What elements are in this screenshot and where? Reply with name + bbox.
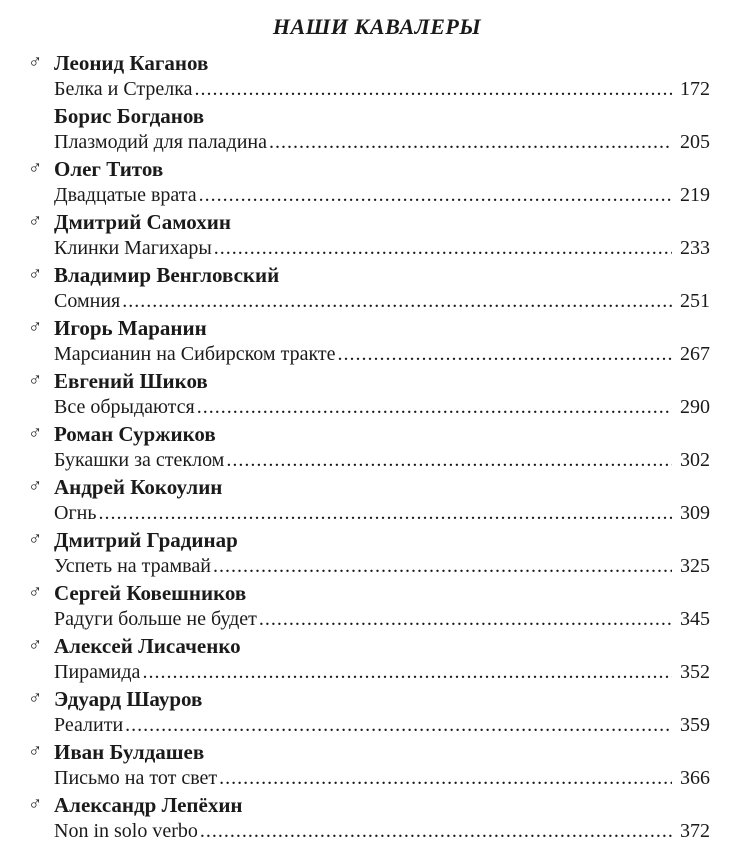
page-number[interactable]: 372 (680, 820, 710, 842)
author-name: Сергей Ковешников (54, 581, 247, 605)
author-name: Алексей Лисаченко (54, 634, 241, 658)
page-number[interactable]: 233 (680, 237, 710, 259)
male-symbol-icon: ♂ (28, 582, 43, 603)
male-symbol-icon: ♂ (28, 211, 43, 232)
author-line (28, 792, 710, 818)
toc-entry (28, 474, 710, 527)
male-symbol-icon: ♂ (28, 688, 43, 709)
page-number[interactable]: 302 (680, 449, 710, 471)
dot-leader (195, 76, 672, 103)
author-line (28, 580, 710, 606)
toc-entry (28, 421, 710, 474)
author-name: Владимир Венгловский (54, 263, 280, 287)
author-line (28, 633, 710, 659)
male-symbol-icon: ♂ (28, 476, 43, 497)
toc-entry (28, 633, 710, 686)
male-symbol-icon: ♂ (28, 264, 43, 285)
table-of-contents (28, 50, 710, 845)
author-name: Дмитрий Самохин (54, 210, 231, 234)
title-line[interactable] (54, 712, 710, 739)
dot-leader (125, 712, 672, 739)
title-line[interactable] (54, 553, 710, 580)
page-number[interactable]: 325 (680, 555, 710, 577)
dot-leader (213, 553, 672, 580)
dot-leader (338, 341, 672, 368)
page-number[interactable]: 345 (680, 608, 710, 630)
toc-entry (28, 368, 710, 421)
page-number[interactable]: 251 (680, 290, 710, 312)
section-heading: НАШИ КАВАЛЕРЫ (272, 14, 482, 39)
toc-entry (28, 156, 710, 209)
toc-entry (28, 50, 710, 103)
male-symbol-icon: ♂ (28, 741, 43, 762)
toc-entry (28, 315, 710, 368)
story-title[interactable]: Белка и Стрелка (54, 78, 193, 100)
author-line (32, 103, 710, 129)
dot-leader (199, 182, 672, 209)
dot-leader (142, 659, 672, 686)
author-name: Олег Титов (54, 157, 164, 181)
story-title[interactable]: Букашки за стеклом (54, 449, 225, 471)
story-title[interactable]: Non in solo verbo (54, 820, 198, 842)
author-name: Дмитрий Градинар (54, 528, 238, 552)
dot-leader (226, 447, 672, 474)
author-name: Леонид Каганов (54, 51, 209, 75)
title-line[interactable] (54, 447, 710, 474)
author-line (28, 421, 710, 447)
page-number[interactable]: 366 (680, 767, 710, 789)
story-title[interactable]: Плазмодий для паладина (54, 131, 268, 153)
male-symbol-icon: ♂ (28, 529, 43, 550)
title-line[interactable] (54, 129, 710, 156)
author-name: Александр Лепёхин (54, 793, 243, 817)
story-title[interactable]: Двадцатые врата (54, 184, 197, 206)
title-line[interactable] (54, 818, 710, 845)
author-name: Роман Суржиков (54, 422, 216, 446)
page-number[interactable]: 359 (680, 714, 710, 736)
toc-entry (28, 209, 710, 262)
male-symbol-icon: ♂ (28, 370, 43, 391)
title-line[interactable] (54, 765, 710, 792)
page-number[interactable]: 172 (680, 78, 710, 100)
male-symbol-icon: ♂ (28, 52, 43, 73)
author-line (28, 156, 710, 182)
male-symbol-icon: ♂ (28, 317, 43, 338)
title-line[interactable] (54, 235, 710, 262)
male-symbol-icon: ♂ (28, 635, 43, 656)
author-name: Игорь Маранин (54, 316, 207, 340)
dot-leader (200, 818, 672, 845)
toc-entry (28, 262, 710, 315)
title-line[interactable] (54, 606, 710, 633)
page-number[interactable]: 205 (680, 131, 710, 153)
story-title[interactable]: Реалити (54, 714, 124, 736)
author-line (28, 209, 710, 235)
author-line (28, 474, 710, 500)
title-line[interactable] (54, 394, 710, 421)
dot-leader (219, 765, 672, 792)
author-line (28, 686, 710, 712)
page-number[interactable]: 352 (680, 661, 710, 683)
title-line[interactable] (54, 500, 710, 527)
story-title[interactable]: Пирамида (54, 661, 141, 683)
title-line[interactable] (54, 341, 710, 368)
author-line (28, 50, 710, 76)
toc-entry (28, 792, 710, 845)
title-line[interactable] (54, 288, 710, 315)
toc-entry (28, 527, 710, 580)
story-title[interactable]: Все обрыдаются (54, 396, 195, 418)
dot-leader (214, 235, 672, 262)
story-title[interactable]: Радуги больше не будет (54, 608, 257, 630)
story-title[interactable]: Письмо на тот свет (54, 767, 218, 789)
male-symbol-icon: ♂ (28, 794, 43, 815)
author-line (28, 527, 710, 553)
page-number[interactable]: 267 (680, 343, 710, 365)
story-title[interactable]: Успеть на трамвай (54, 555, 211, 577)
author-name: Иван Булдашев (54, 740, 205, 764)
title-line[interactable] (54, 182, 710, 209)
author-line (28, 739, 710, 765)
toc-entry (28, 739, 710, 792)
dot-leader (259, 606, 672, 633)
dot-leader (98, 500, 672, 527)
author-line (28, 368, 710, 394)
page-number[interactable]: 219 (680, 184, 710, 206)
toc-entry (32, 103, 710, 156)
dot-leader (269, 129, 672, 156)
dot-leader (122, 288, 672, 315)
author-name: Андрей Кокоулин (54, 475, 223, 499)
author-line (28, 315, 710, 341)
author-name: Евгений Шиков (54, 369, 208, 393)
toc-entry (28, 686, 710, 739)
author-name: Эдуард Шауров (54, 687, 203, 711)
toc-entry (28, 580, 710, 633)
story-title[interactable]: Огнь (54, 502, 97, 524)
male-symbol-icon: ♂ (28, 158, 43, 179)
story-title[interactable]: Клинки Магихары (54, 237, 212, 259)
author-name: Борис Богданов (54, 104, 205, 128)
page-number[interactable]: 309 (680, 502, 710, 524)
story-title[interactable]: Марсианин на Сибирском тракте (54, 343, 336, 365)
story-title[interactable]: Сомния (54, 290, 121, 312)
title-line[interactable] (54, 659, 710, 686)
male-symbol-icon: ♂ (28, 423, 43, 444)
dot-leader (197, 394, 672, 421)
page-number[interactable]: 290 (680, 396, 710, 418)
author-line (28, 262, 710, 288)
title-line[interactable] (54, 76, 710, 103)
